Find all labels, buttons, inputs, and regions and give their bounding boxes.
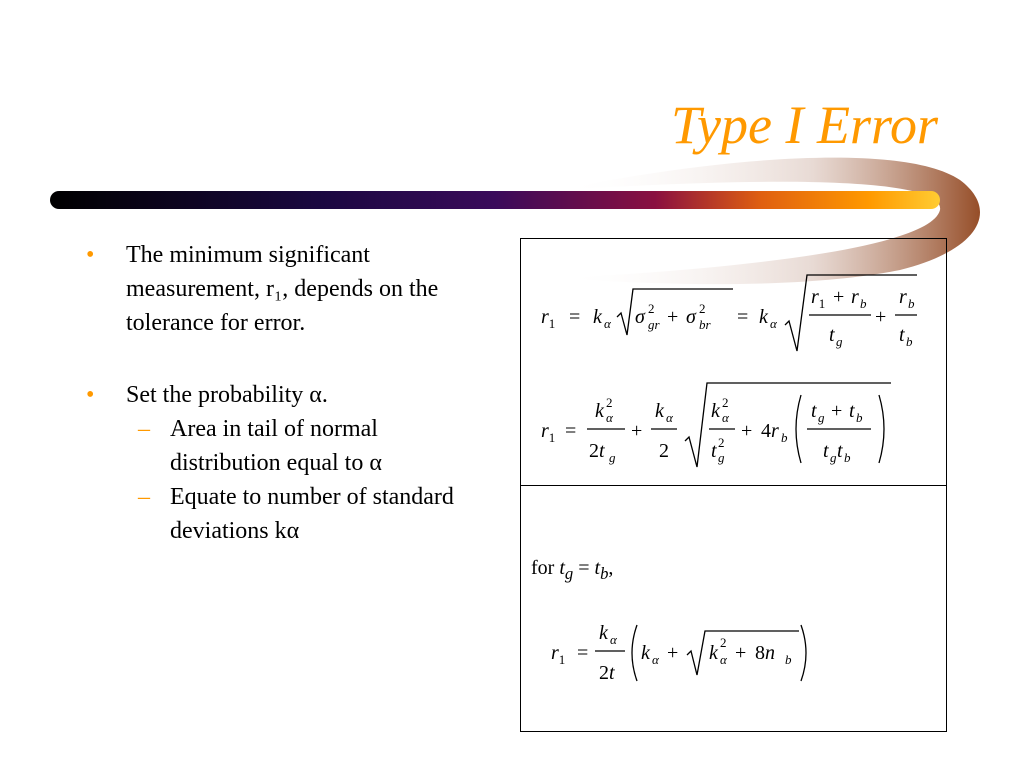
svg-text:t: t	[823, 440, 829, 462]
svg-text:α: α	[666, 410, 673, 425]
svg-text:b: b	[844, 450, 851, 465]
svg-text:b: b	[906, 334, 913, 349]
svg-text:t: t	[837, 440, 843, 462]
formula-equations	[521, 239, 948, 733]
svg-text:α: α	[770, 316, 777, 331]
svg-text:α: α	[610, 632, 617, 647]
svg-text:g: g	[609, 450, 616, 465]
svg-text:2: 2	[648, 301, 655, 316]
equation-1	[541, 275, 917, 351]
svg-text:+: +	[833, 286, 845, 308]
svg-text:gr: gr	[648, 317, 660, 332]
svg-text:α: α	[720, 652, 727, 667]
svg-text:=: =	[577, 642, 589, 664]
svg-text:g: g	[836, 334, 843, 349]
bullet-list	[86, 238, 486, 548]
equation-3	[551, 622, 806, 684]
svg-text:t: t	[811, 400, 817, 422]
svg-text:b: b	[860, 296, 867, 311]
svg-text:r: r	[851, 286, 859, 308]
svg-text:r: r	[899, 286, 907, 308]
svg-text:k: k	[759, 306, 768, 328]
sub-bullet-text: Area in tail of normal distribution equal to α	[170, 416, 382, 476]
svg-text:br: br	[699, 317, 711, 332]
svg-text:k: k	[641, 642, 650, 664]
svg-text:k: k	[599, 622, 608, 644]
svg-text:α: α	[604, 316, 611, 331]
svg-text:+: +	[667, 642, 679, 664]
svg-text:t: t	[849, 400, 855, 422]
svg-text:t: t	[899, 324, 905, 346]
equation-2	[541, 383, 891, 467]
slide-title: Type I Error	[671, 95, 938, 155]
svg-text:2: 2	[699, 301, 706, 316]
bullet-marker: •	[86, 242, 95, 268]
svg-text:α: α	[652, 652, 659, 667]
svg-text:2: 2	[722, 395, 729, 410]
svg-text:b: b	[908, 296, 915, 311]
sub-bullet-item	[86, 412, 486, 480]
svg-text:r1: $r_1$	[541, 306, 556, 331]
svg-text:+: +	[875, 306, 887, 328]
svg-text:g: g	[718, 450, 725, 465]
bullet-item	[86, 378, 486, 412]
svg-text:σ: σ	[686, 306, 696, 328]
svg-text:=: =	[737, 306, 749, 328]
svg-text:4r: 4r	[761, 420, 779, 442]
svg-text:σ: σ	[635, 306, 645, 328]
svg-text:t: t	[829, 324, 835, 346]
svg-text:2t: 2t	[589, 440, 605, 462]
svg-text:8n: 8n	[755, 642, 775, 664]
svg-text:2: 2	[720, 635, 727, 650]
svg-text:2: 2	[659, 440, 669, 462]
svg-text:g: g	[818, 410, 825, 425]
svg-text:k: k	[709, 642, 718, 664]
svg-text:k: k	[711, 400, 720, 422]
sub-bullet-text: Equate to number of standard deviations kα	[170, 484, 454, 544]
svg-text:k: k	[593, 306, 602, 328]
bullet-item	[86, 238, 486, 340]
svg-text:b: b	[856, 410, 863, 425]
formula-box	[520, 238, 947, 732]
sub-bullet-marker: –	[138, 416, 150, 442]
svg-text:b: b	[785, 652, 792, 667]
bullet-marker: •	[86, 382, 95, 408]
svg-text:+: +	[735, 642, 747, 664]
svg-text:r1: $r_1$	[541, 420, 556, 445]
svg-text:α: α	[606, 410, 613, 425]
svg-text:b: b	[781, 430, 788, 445]
svg-text:+: +	[667, 306, 679, 328]
svg-text:t: t	[711, 440, 717, 462]
svg-text:2: 2	[718, 435, 725, 450]
svg-text:+: +	[631, 420, 643, 442]
sub-bullet-marker: –	[138, 484, 150, 510]
svg-text:=: =	[569, 306, 581, 328]
svg-text:r1: $r_1$	[811, 286, 826, 311]
condition-text: for $t_g = t_b$,	[531, 557, 614, 583]
svg-text:2: 2	[606, 395, 613, 410]
svg-text:r1: $r_1$	[551, 642, 566, 667]
svg-text:+: +	[831, 400, 843, 422]
svg-text:=: =	[565, 420, 577, 442]
svg-text:k: k	[595, 400, 604, 422]
svg-text:+: +	[741, 420, 753, 442]
sub-bullet-item	[86, 480, 486, 548]
bullet-text: Set the probability α.	[126, 382, 328, 408]
svg-text:α: α	[722, 410, 729, 425]
svg-text:k: k	[655, 400, 664, 422]
bullet-text: The minimum significant measurement, r₁, depends on the tolerance for error.	[126, 242, 439, 336]
svg-text:2t: 2t	[599, 662, 615, 684]
svg-text:g: g	[830, 450, 837, 465]
